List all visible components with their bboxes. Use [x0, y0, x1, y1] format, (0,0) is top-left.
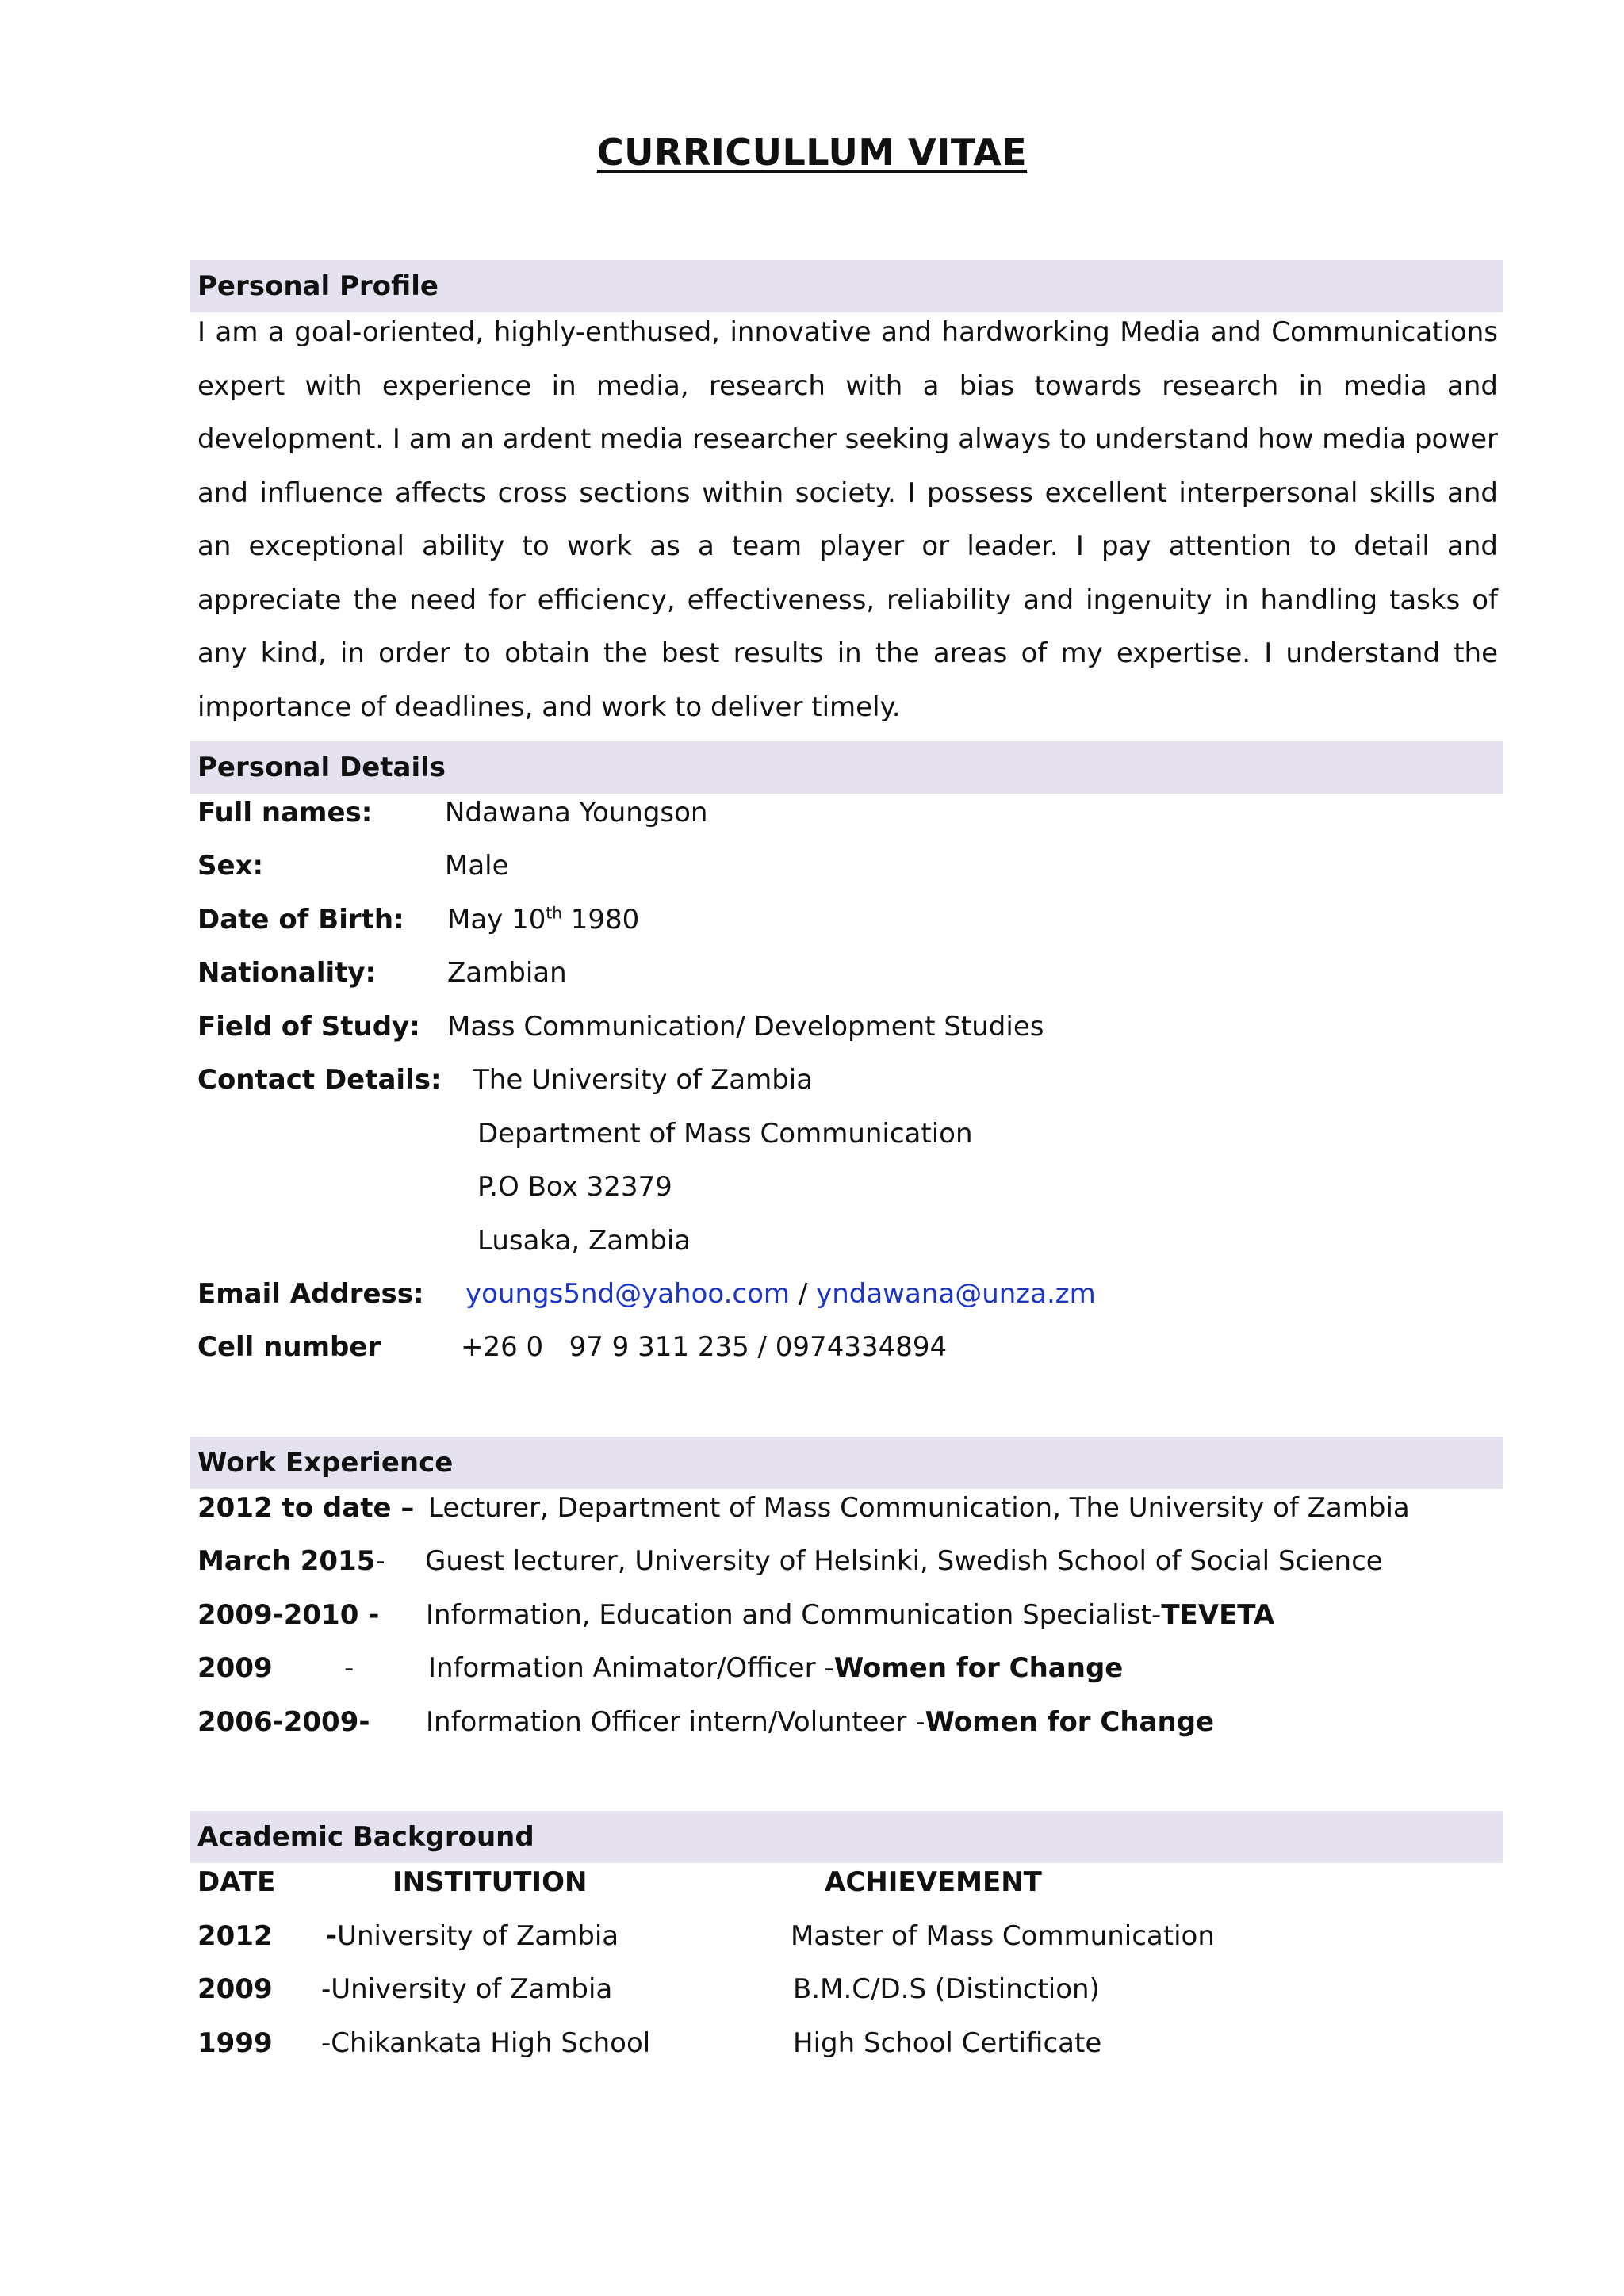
section-heading-profile: Personal Profile [197, 270, 439, 302]
work-organisation: Women for Change [833, 1652, 1124, 1684]
work-organisation: TEVETA [1161, 1599, 1275, 1631]
dob-day: May 10 [447, 904, 546, 936]
academic-dash: - [321, 2027, 331, 2059]
contact-line: The University of Zambia [473, 1064, 814, 1096]
academic-achievement: High School Certificate [793, 2027, 1102, 2059]
work-date-text: March 2015 [197, 1545, 376, 1577]
academic-institution-name: University of Zambia [331, 1973, 613, 2005]
email-link-yahoo[interactable]: youngs5nd@yahoo.com [465, 1278, 791, 1310]
sex-value: Male [445, 850, 509, 882]
contact-line: Lusaka, Zambia [477, 1225, 691, 1257]
full-names-label: Full names: [197, 797, 373, 828]
contact-line: P.O Box 32379 [477, 1171, 672, 1203]
work-date: 2012 to date – [197, 1492, 415, 1524]
column-header-institution: INSTITUTION [393, 1866, 588, 1898]
work-role: Information, Education and Communication Specialist- [426, 1599, 1162, 1631]
cell-number-value: +26 0 97 9 311 235 / 0974334894 [461, 1331, 948, 1363]
section-heading-academic: Academic Background [197, 1821, 534, 1853]
dob-ordinal: th [546, 903, 562, 923]
work-organisation: Women for Change [925, 1706, 1215, 1738]
dob-value [447, 902, 639, 937]
field-of-study-label: Field of Study: [197, 1011, 420, 1043]
academic-year: 2012 [197, 1920, 273, 1952]
work-description: Guest lecturer, University of Helsinki, Swedish School of Social Science [425, 1545, 1383, 1577]
work-description [426, 1598, 1274, 1632]
full-names-value: Ndawana Youngson [445, 797, 708, 828]
work-description [428, 1651, 1123, 1686]
academic-institution [321, 2026, 650, 2061]
work-date: 2009 [197, 1652, 273, 1684]
contact-line: Department of Mass Communication [477, 1118, 973, 1150]
profile-paragraph: I am a goal-oriented, highly-enthused, innovative and hardworking Media and Communications expert with experience in media, research with a bias towards research in media and development. I am an ardent media researcher seeking always to understand how media power and influence affects cross sections within society. I possess excellent interpersonal skills and an exceptional ability to work as a team player or leader. I pay attention to detail and appreciate the need for efficiency, effectiveness, reliability and ingenuity in handling tasks of any kind, in order to obtain the best results in the areas of my expertise. I understand the importance of deadlines, and work to deliver timely. [197, 316, 1498, 723]
cell-number-label: Cell number [197, 1331, 381, 1363]
column-header-achievement: ACHIEVEMENT [825, 1866, 1042, 1898]
column-header-date: DATE [197, 1866, 276, 1898]
academic-institution-name: Chikankata High School [331, 2027, 651, 2059]
work-date-suffix: - [375, 1545, 385, 1577]
academic-dash: - [326, 1920, 338, 1952]
nationality-value: Zambian [447, 957, 567, 989]
academic-institution-name: University of Zambia [337, 1920, 619, 1952]
academic-achievement: Master of Mass Communication [791, 1920, 1215, 1952]
work-role: Information Animator/Officer - [428, 1652, 834, 1684]
sex-label: Sex: [197, 850, 264, 882]
section-heading-work: Work Experience [197, 1447, 454, 1479]
work-date: 2006-2009- [197, 1706, 370, 1738]
work-date-suffix: - [344, 1652, 354, 1684]
field-of-study-value: Mass Communication/ Development Studies [447, 1011, 1044, 1043]
academic-year: 1999 [197, 2027, 273, 2059]
nationality-label: Nationality: [197, 957, 377, 989]
contact-details-label: Contact Details: [197, 1064, 442, 1096]
work-description: Lecturer, Department of Mass Communication, The University of Zambia [428, 1492, 1410, 1524]
document-title: CURRICULLUM VITAE [596, 131, 1028, 174]
dob-year: 1980 [561, 904, 640, 936]
work-date [197, 1544, 385, 1578]
academic-year: 2009 [197, 1973, 273, 2005]
email-value [465, 1276, 1096, 1311]
work-role: Information Officer intern/Volunteer - [426, 1706, 925, 1738]
email-separator: / [790, 1278, 817, 1310]
dob-label: Date of Birth: [197, 904, 404, 936]
academic-achievement: B.M.C/D.S (Distinction) [793, 1973, 1100, 2005]
academic-institution [326, 1919, 619, 1954]
email-label: Email Address: [197, 1278, 424, 1310]
section-heading-details: Personal Details [197, 752, 446, 783]
academic-institution [321, 1972, 612, 2007]
work-date: 2009-2010 - [197, 1599, 380, 1631]
academic-dash: - [321, 1973, 331, 2005]
work-description [426, 1705, 1214, 1739]
email-link-unza[interactable]: yndawana@unza.zm [816, 1278, 1096, 1310]
